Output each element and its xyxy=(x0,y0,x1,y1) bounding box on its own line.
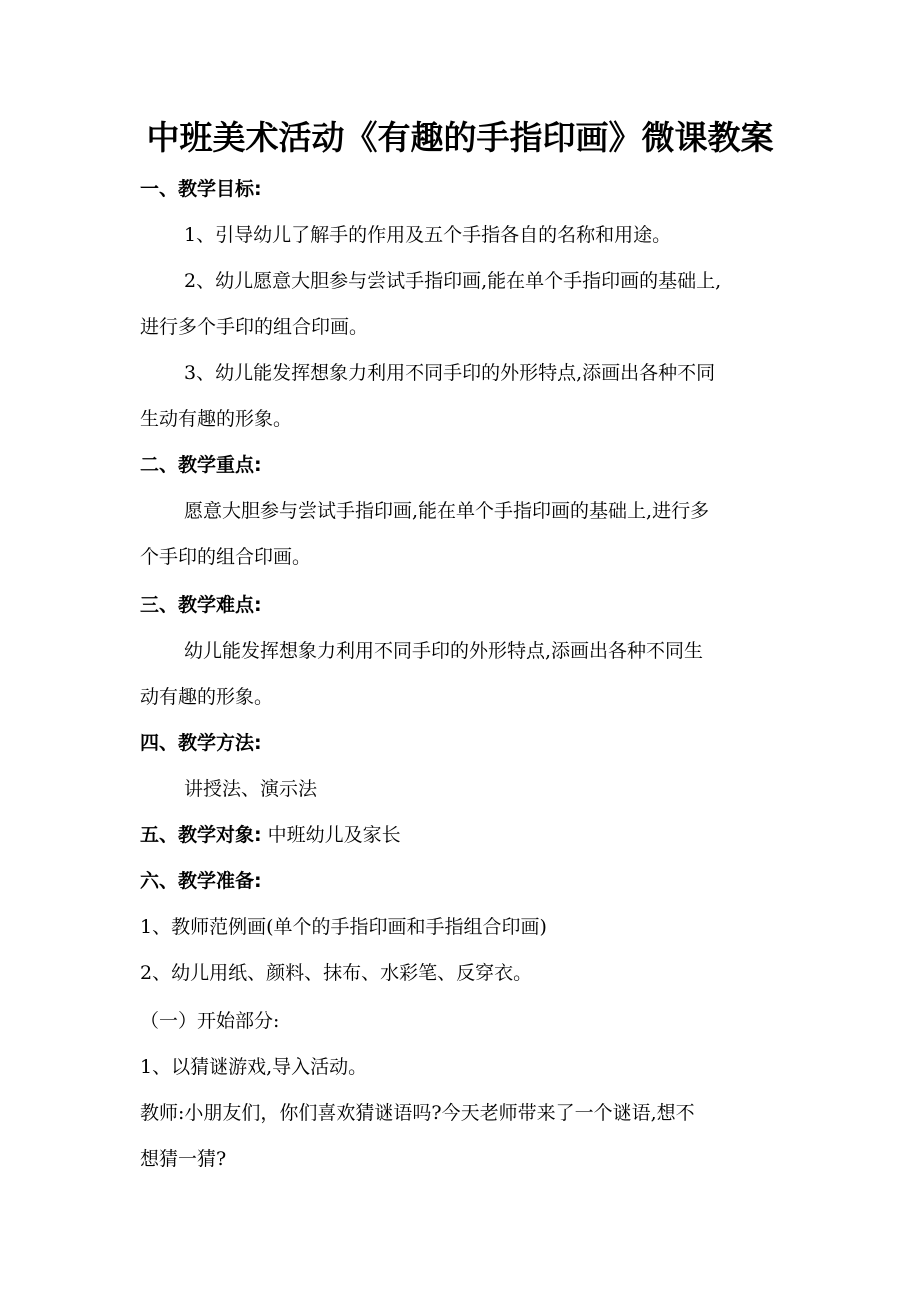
difficulties-heading: 三、教学难点: xyxy=(140,594,262,616)
methods-text: 讲授法、演示法 xyxy=(184,778,318,800)
audience-text: 中班幼儿及家长 xyxy=(267,824,401,846)
preparation-heading: 六、教学准备: xyxy=(140,870,262,892)
objective-item-1: 1、引导幼儿了解手的作用及五个手指各自的名称和用途。 xyxy=(184,224,672,246)
objective-item-3-line-2: 生动有趣的形象。 xyxy=(140,408,293,430)
process-part-1-heading: （一）开始部分: xyxy=(140,1010,280,1032)
methods-heading: 四、教学方法: xyxy=(140,732,262,754)
audience-heading: 五、教学对象: xyxy=(140,824,262,846)
key-points-line-1: 愿意大胆参与尝试手指印画,能在单个手指印画的基础上,进行多 xyxy=(184,500,710,522)
document-title: 中班美术活动《有趣的手指印画》微课教案 xyxy=(146,118,774,157)
objective-item-2-line-2: 进行多个手印的组合印画。 xyxy=(140,316,369,338)
objectives-heading: 一、教学目标: xyxy=(140,178,262,200)
audience-line xyxy=(140,822,401,848)
difficulties-line-2: 动有趣的形象。 xyxy=(140,686,274,708)
objective-item-2-line-1: 2、幼儿愿意大胆参与尝试手指印画,能在单个手指印画的基础上, xyxy=(184,270,722,292)
objective-item-3-line-1: 3、幼儿能发挥想象力利用不同手印的外形特点,添画出各种不同 xyxy=(184,362,716,384)
teacher-line-1: 教师:小朋友们，你们喜欢猜谜语吗?今天老师带来了一个谜语,想不 xyxy=(140,1102,695,1124)
key-points-heading: 二、教学重点: xyxy=(140,454,262,476)
preparation-item-1: 1、教师范例画(单个的手指印画和手指组合印画) xyxy=(140,916,547,938)
preparation-item-2: 2、幼儿用纸、颜料、抹布、水彩笔、反穿衣。 xyxy=(140,962,533,984)
difficulties-line-1: 幼儿能发挥想象力利用不同手印的外形特点,添画出各种不同生 xyxy=(184,640,704,662)
key-points-line-2: 个手印的组合印画。 xyxy=(140,546,312,568)
teacher-line-2: 想猜一猜? xyxy=(140,1148,227,1170)
process-step-1: 1、以猜谜游戏,导入活动。 xyxy=(140,1056,368,1078)
